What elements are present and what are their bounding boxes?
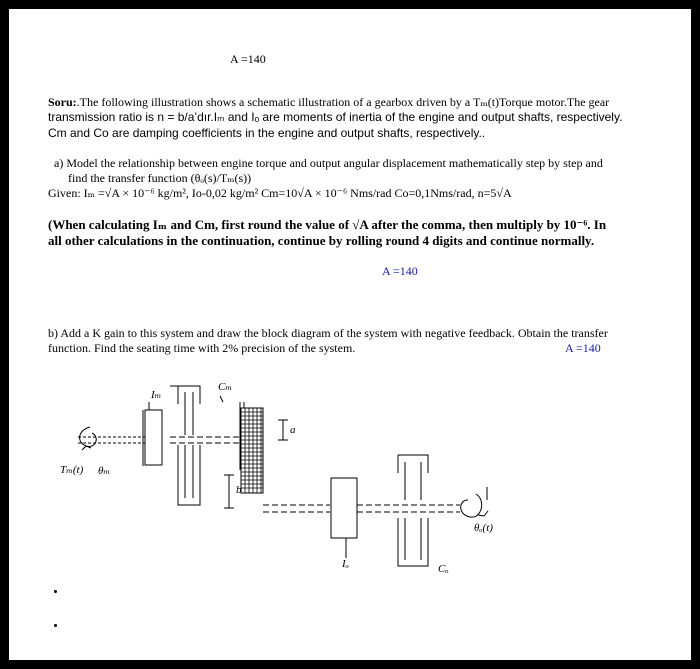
part-a-line-1: a) Model the relationship between engine torque and output angular displacement mathematically step by step and [54,156,603,170]
label-theta-m: θₘ [98,465,111,477]
header-code: A =140 [230,52,266,66]
output-angle-arrow [461,494,482,517]
part-b-line-1: b) Add a K gain to this system and draw the block diagram of the system with negative feedback. Obtain the transfer [48,326,608,340]
part-b-line-2: function. Find the seating time with 2% precision of the system. [48,341,356,355]
note-line-1: (When calculating Iₘ and Cm, first round the value of √A after the comma, then multiply by 10⁻⁶. In [48,217,607,232]
label-cm: Cₘ [218,381,233,393]
bullet-dot [54,624,57,627]
part-a-given: Given: Iₘ =√A × 10⁻⁶ kg/m², Io-0,02 kg/m² Cm=10√A × 10⁻⁶ Nms/rad Co=0,1Nms/rad, n=5√A [48,186,512,200]
label-a: a [290,424,296,436]
label-io: Iₒ [342,558,349,570]
part-b-code: A =140 [565,341,601,355]
label-im: Iₘ [151,389,162,401]
question-line-3: Cm and Co are damping coefficients in the engine and output shafts, respectively.. [48,126,486,140]
label-co: Cₒ [438,563,449,575]
mid-code: A =140 [382,264,418,278]
question-text-1: .The following illustration shows a schematic illustration of a gearbox driven by a Tₘ(t)Torque motor.The gear [76,95,610,109]
label-tm: Tₘ(t) [60,464,84,476]
part-a-line-2: find the transfer function (θₒ(s)/Tₘ(s)) [68,171,252,185]
label-b: b [236,484,242,496]
question-label: Soru: [48,95,77,109]
motor-inertia-block [145,410,162,465]
output-inertia-block [331,478,357,538]
bullet-dot [54,590,57,593]
label-theta-o: θₒ(t) [474,522,493,534]
output-damper [398,455,428,473]
question-line-2: transmission ratio is n = b/a’dır.Iₘ and Iₒ are moments of inertia of the engine and output shafts, respectively. [48,110,623,124]
note-line-2: all other calculations in the continuation, continue by rolling round 4 digits and continue normally. [48,233,595,248]
